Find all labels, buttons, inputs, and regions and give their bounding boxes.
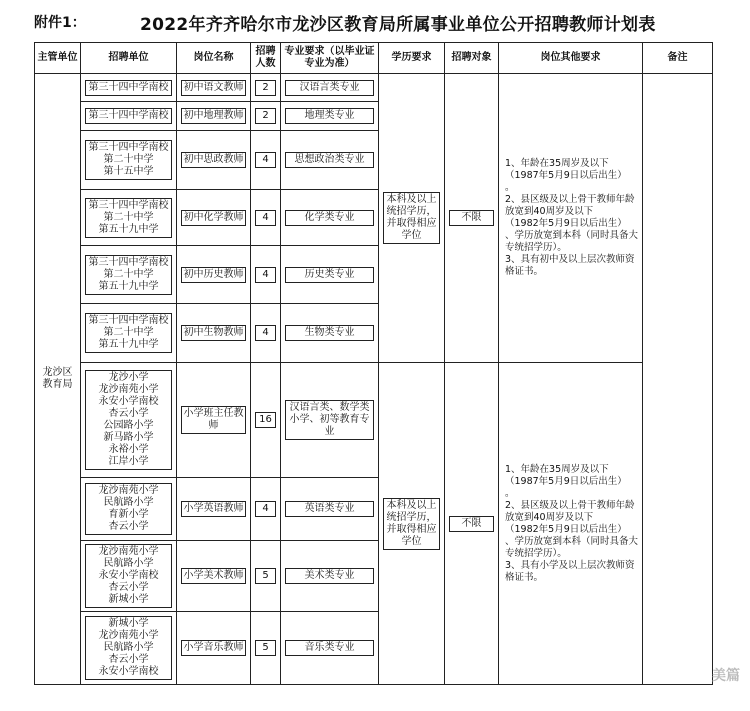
post-name: 初中化学教师 (181, 210, 246, 226)
unit-name: 第五十九中学 (98, 223, 159, 235)
post-cell (177, 478, 251, 541)
header-post: 岗位名称 (177, 43, 251, 74)
unit-name: 新马路小学 (103, 432, 154, 443)
unit-cell (81, 190, 177, 246)
unit-cell (81, 131, 177, 190)
header-edu: 学历要求 (379, 43, 445, 74)
unit-name: 永安小学南校 (98, 396, 159, 407)
req-line: 、学历放宽到本科（同时具备大专统招学历）。 (505, 230, 639, 253)
post-cell (177, 246, 251, 304)
unit-cell (81, 612, 177, 685)
edu-text: 本科及以上统招学历，并取得相应学位 (383, 498, 440, 550)
target-cell (445, 363, 499, 685)
unit-name: 新城小学 (108, 618, 149, 629)
unit-cell (81, 478, 177, 541)
edu-text: 本科及以上统招学历，并取得相应学位 (383, 192, 440, 244)
target-cell (445, 74, 499, 363)
major-text: 地理类专业 (285, 108, 374, 124)
other-req-cell (499, 363, 643, 685)
post-cell (177, 190, 251, 246)
unit-cell (81, 102, 177, 131)
major-cell (281, 304, 379, 363)
table-row (35, 74, 713, 102)
unit-name: 江岸小学 (108, 456, 149, 467)
unit-list (85, 255, 172, 295)
major-text: 英语类专业 (285, 501, 374, 517)
unit-name: 第三十四中学南校 (88, 110, 169, 121)
major-text: 汉语言类、数学类小学、初等教育专业 (285, 400, 374, 440)
req-line: 3、具有初中及以上层次教师资格证书。 (505, 254, 635, 277)
unit-cell (81, 304, 177, 363)
major-cell (281, 363, 379, 478)
post-name: 初中思政教师 (181, 152, 246, 168)
post-name: 初中地理教师 (181, 108, 246, 124)
req-line: 3、具有小学及以上层次教师资格证书。 (505, 559, 635, 583)
major-text: 历史类专业 (285, 267, 374, 283)
post-cell (177, 304, 251, 363)
target-text: 不限 (449, 210, 494, 226)
count-value: 16 (255, 412, 276, 428)
unit-cell (81, 541, 177, 612)
unit-name: 第二十中学 (103, 327, 154, 338)
req-line: （1982年5月9日以后出生） (505, 218, 627, 229)
count-cell (251, 363, 281, 478)
post-name: 初中历史教师 (181, 267, 246, 283)
unit-name: 龙沙南苑小学 (98, 384, 159, 395)
unit-list (85, 108, 172, 124)
req-line: 。 (505, 182, 515, 193)
unit-name: 第三十四中学南校 (88, 142, 169, 153)
edu-cell (379, 74, 445, 363)
header-count: 招聘人数 (251, 43, 281, 74)
major-text: 生物类专业 (285, 325, 374, 341)
unit-cell (81, 246, 177, 304)
unit-name: 民航路小学 (103, 497, 154, 508)
unit-name: 杏云小学 (108, 408, 149, 419)
unit-name: 永安小学南校 (98, 666, 159, 677)
major-text: 美术类专业 (285, 568, 374, 584)
unit-name: 民航路小学 (103, 642, 154, 653)
post-name: 小学美术教师 (181, 568, 246, 584)
count-cell (251, 541, 281, 612)
unit-name: 龙沙南苑小学 (98, 485, 159, 496)
unit-name: 第三十四中学南校 (88, 199, 169, 211)
header-unit: 招聘单位 (81, 43, 177, 74)
major-cell (281, 190, 379, 246)
major-text: 音乐类专业 (285, 640, 374, 656)
req-line: 2、县区级及以上骨干教师年龄放宽到40周岁及以下 (505, 499, 635, 523)
unit-name: 第五十九中学 (98, 280, 159, 292)
unit-name: 龙沙南苑小学 (98, 546, 159, 557)
unit-cell (81, 74, 177, 102)
post-name: 初中语文教师 (181, 80, 246, 96)
unit-name: 杏云小学 (108, 582, 149, 593)
count-value: 4 (255, 267, 276, 283)
unit-name: 永安小学南校 (98, 570, 159, 581)
major-cell (281, 102, 379, 131)
major-text: 汉语言类专业 (285, 80, 374, 96)
req-line: （1982年5月9日以后出生） (505, 523, 627, 535)
unit-name: 育新小学 (108, 509, 149, 520)
recruitment-table (34, 42, 713, 685)
unit-list (85, 616, 172, 680)
unit-list (85, 370, 172, 470)
post-cell (177, 131, 251, 190)
count-value: 4 (255, 325, 276, 341)
unit-list (85, 198, 172, 238)
header-other: 岗位其他要求 (499, 43, 643, 74)
post-name: 小学英语教师 (181, 501, 246, 517)
header-note: 备注 (643, 43, 713, 74)
unit-list (85, 544, 172, 608)
unit-list (85, 80, 172, 96)
header-dept: 主管单位 (35, 43, 81, 74)
unit-name: 第二十中学 (103, 154, 154, 165)
post-cell (177, 612, 251, 685)
major-cell (281, 612, 379, 685)
count-value: 4 (255, 501, 276, 517)
unit-list (85, 313, 172, 353)
major-cell (281, 246, 379, 304)
attachment-label: 附件1： (34, 15, 86, 31)
major-text: 思想政治类专业 (285, 152, 374, 168)
unit-name: 第五十九中学 (98, 339, 159, 350)
count-value: 2 (255, 108, 276, 124)
req-line: （1987年5月9日以后出生） (505, 170, 627, 181)
post-cell (177, 541, 251, 612)
unit-name: 公园路小学 (103, 420, 154, 431)
count-value: 5 (255, 568, 276, 584)
unit-name: 杏云小学 (108, 521, 149, 532)
edu-cell (379, 363, 445, 685)
count-value: 4 (255, 152, 276, 168)
count-cell (251, 304, 281, 363)
unit-list (85, 483, 172, 535)
major-cell (281, 131, 379, 190)
post-cell (177, 102, 251, 131)
count-cell (251, 102, 281, 131)
post-name: 小学班主任教师 (181, 406, 246, 434)
unit-name: 第二十中学 (103, 268, 154, 280)
unit-list (85, 140, 172, 180)
req-line: 。 (505, 487, 515, 499)
count-cell (251, 612, 281, 685)
title-row (0, 10, 750, 36)
count-cell (251, 131, 281, 190)
post-name: 初中生物教师 (181, 325, 246, 341)
unit-name: 新城小学 (108, 594, 149, 605)
post-name: 小学音乐教师 (181, 640, 246, 656)
header-major: 专业要求（以毕业证专业为准） (281, 43, 379, 74)
unit-name: 民航路小学 (103, 558, 154, 569)
count-value: 5 (255, 640, 276, 656)
header-row (35, 43, 713, 74)
page-title: 2022年齐齐哈尔市龙沙区教育局所属事业单位公开招聘教师计划表 (140, 15, 656, 35)
major-text: 化学类专业 (285, 210, 374, 226)
unit-name: 第三十四中学南校 (88, 256, 169, 268)
unit-name: 杏云小学 (108, 654, 149, 665)
unit-name: 第十五中学 (103, 166, 154, 177)
unit-name: 永裕小学 (108, 444, 149, 455)
unit-name: 第三十四中学南校 (88, 315, 169, 326)
major-cell (281, 541, 379, 612)
req-line: （1987年5月9日以后出生） (505, 475, 627, 487)
table-row (35, 363, 713, 478)
post-cell (177, 363, 251, 478)
unit-name: 龙沙南苑小学 (98, 630, 159, 641)
dept-cell: 龙沙区教育局 (35, 74, 81, 685)
other-req-cell (499, 74, 643, 363)
count-value: 4 (255, 210, 276, 226)
count-value: 2 (255, 80, 276, 96)
count-cell (251, 74, 281, 102)
major-cell (281, 74, 379, 102)
header-target: 招聘对象 (445, 43, 499, 74)
note-cell (643, 74, 713, 685)
req-line: 2、县区级及以上骨干教师年龄放宽到40周岁及以下 (505, 194, 635, 217)
unit-name: 龙沙小学 (108, 372, 149, 383)
count-cell (251, 478, 281, 541)
count-cell (251, 190, 281, 246)
unit-name: 第三十四中学南校 (88, 81, 169, 93)
req-line: 、学历放宽到本科（同时具备大专统招学历）。 (505, 535, 639, 559)
count-cell (251, 246, 281, 304)
target-text: 不限 (449, 516, 494, 532)
major-cell (281, 478, 379, 541)
req-line: 1、年龄在35周岁及以下 (505, 463, 609, 475)
watermark: 美篇 (712, 668, 740, 684)
req-line: 1、年龄在35周岁及以下 (505, 158, 609, 169)
unit-name: 第二十中学 (103, 211, 154, 223)
unit-cell (81, 363, 177, 478)
post-cell (177, 74, 251, 102)
